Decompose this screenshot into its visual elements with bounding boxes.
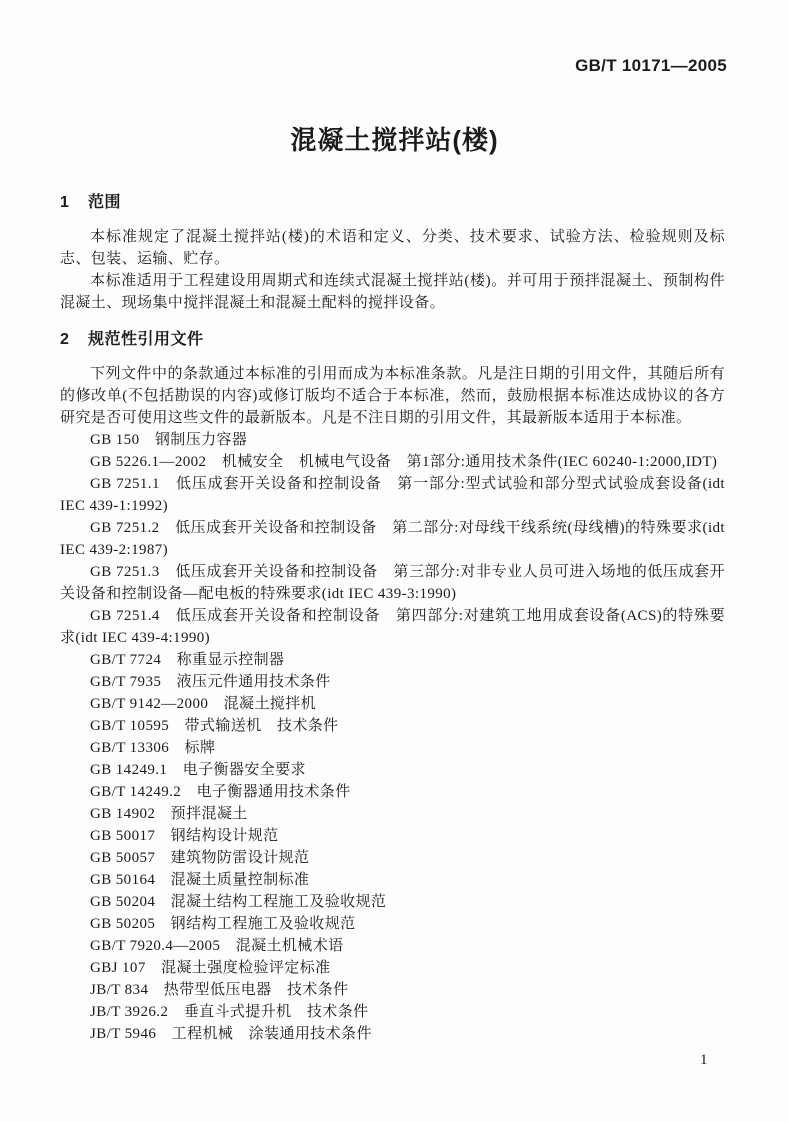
reference-item: GB 50164 混凝土质量控制标准 [90, 872, 310, 888]
section-1-heading [60, 193, 725, 213]
document-body [60, 0, 725, 1045]
reference-item: GB 7251.3 低压成套开关设备和控制设备 第三部分:对非专业人员可进入场地的低压成套开关设备和控制设备—配电板的特殊要求(idt IEC 439-3:1990) [60, 564, 725, 602]
section-2-title: 规范性引用文件 [88, 331, 204, 348]
reference-item: GB 50017 钢结构设计规范 [90, 828, 279, 844]
reference-item: GB/T 9142—2000 混凝土搅拌机 [90, 696, 317, 712]
reference-item: GB/T 13306 标牌 [90, 740, 216, 756]
page-number: 1 [700, 1052, 708, 1068]
reference-item: GB/T 10595 带式输送机 技术条件 [90, 718, 339, 734]
reference-list [60, 429, 725, 1045]
document-title: 混凝土搅拌站(楼) [290, 125, 499, 155]
section-2-number: 2 [60, 331, 70, 348]
section-1-title: 范围 [88, 194, 122, 211]
reference-item: JB/T 5946 工程机械 涂装通用技术条件 [90, 1026, 372, 1042]
reference-item: GB/T 7935 液压元件通用技术条件 [90, 674, 331, 690]
scope-paragraph-1: 本标准规定了混凝土搅拌站(楼)的术语和定义、分类、技术要求、试验方法、检验规则及标志、包装、运输、贮存。 [60, 229, 725, 267]
reference-item: JB/T 834 热带型低压电器 技术条件 [90, 982, 349, 998]
normative-references-intro: 下列文件中的条款通过本标准的引用而成为本标准条款。凡是注日期的引用文件，其随后所有的修改单(不包括勘误的内容)或修订版均不适合于本标准，然而，鼓励根据本标准达成协议的各方研究是否可使用这些文件的最新版本。凡是不注日期的引用文件，其最新版本适用于本标准。 [60, 366, 725, 426]
reference-item: GB 7251.1 低压成套开关设备和控制设备 第一部分:型式试验和部分型式试验成套设备(idt IEC 439-1:1992) [60, 476, 725, 514]
reference-item: GB 50204 混凝土结构工程施工及验收规范 [90, 894, 387, 910]
reference-item: GB 7251.2 低压成套开关设备和控制设备 第二部分:对母线干线系统(母线槽)的特殊要求(idt IEC 439-2:1987) [60, 520, 725, 558]
standard-number: GB/T 10171—2005 [575, 56, 727, 75]
reference-item: GB 50205 钢结构工程施工及验收规范 [90, 916, 356, 932]
reference-item: GB/T 7724 称重显示控制器 [90, 652, 285, 668]
reference-item: GB 5226.1—2002 机械安全 机械电气设备 第1部分:通用技术条件(IEC 60240-1:2000,IDT) [90, 454, 718, 470]
scope-paragraph-2: 本标准适用于工程建设用周期式和连续式混凝土搅拌站(楼)。并可用于预拌混凝土、预制构件混凝土、现场集中搅拌混凝土和混凝土配料的搅拌设备。 [60, 273, 725, 311]
section-1-number: 1 [60, 194, 70, 211]
reference-item: JB/T 3926.2 垂直斗式提升机 技术条件 [90, 1004, 369, 1020]
reference-item: GB 14249.1 电子衡器安全要求 [90, 762, 306, 778]
reference-item: GB 150 钢制压力容器 [90, 432, 248, 448]
reference-item: GB/T 7920.4—2005 混凝土机械术语 [90, 938, 344, 954]
reference-item: GB 7251.4 低压成套开关设备和控制设备 第四部分:对建筑工地用成套设备(ACS)的特殊要求(idt IEC 439-4:1990) [60, 608, 725, 646]
reference-item: GB 14902 预拌混凝土 [90, 806, 248, 822]
section-2-heading [60, 330, 725, 350]
reference-item: GB 50057 建筑物防雷设计规范 [90, 850, 310, 866]
reference-item: GB/T 14249.2 电子衡器通用技术条件 [90, 784, 351, 800]
reference-item: GBJ 107 混凝土强度检验评定标准 [90, 960, 331, 976]
